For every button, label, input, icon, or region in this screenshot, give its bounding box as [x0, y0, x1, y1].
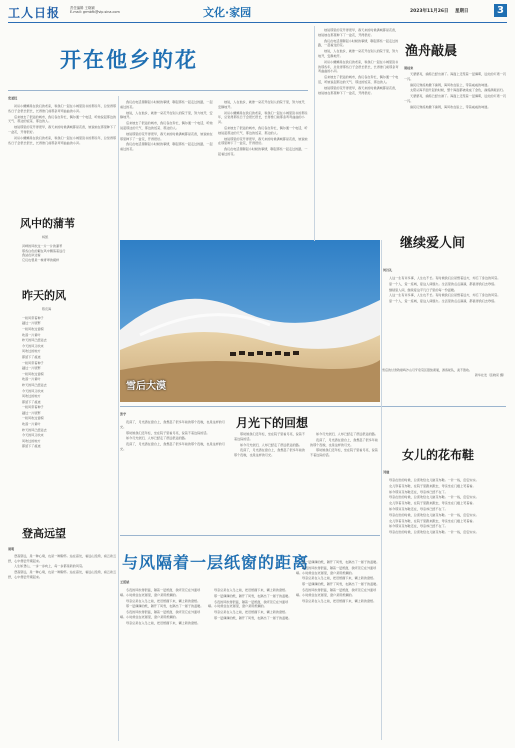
article-author: 周桂来: [404, 66, 414, 70]
article-body-col1: [120, 588, 204, 740]
poem-title: 风中的蒲苇: [20, 217, 75, 230]
paragraph: 我们在电话里聊起小时候的事情，聊起那些一起走过的路，一起看过的花。: [318, 38, 399, 48]
article-author: 张宇: [120, 412, 127, 416]
article-body-col1: [8, 104, 118, 212]
paragraph: 人生如登山，一步一步向上，每一步都是新的风景。: [14, 564, 86, 569]
column-divider: [381, 240, 382, 740]
poem-line: 风吹过的地方: [22, 394, 41, 399]
paragraph: 如今月光依旧，人却已经走了很远很远的路。: [126, 436, 188, 441]
poem-line: 一粒风带着种子: [22, 405, 44, 410]
poem-lines: [8, 316, 118, 450]
article-body-col2: [120, 100, 215, 240]
paragraph: 登高望远，是一种心境，也是一种胸怀。站在高处，看远山连绵，看云卷云舒，心中便会开阔起来。: [8, 553, 117, 563]
paragraph: 我们在电话里聊起小时候的事情，聊起那些一起走过的路，一起看过的花。: [218, 147, 308, 156]
article-title: 开在他乡的花: [60, 47, 198, 72]
paragraph: 母亲在世的时候，总喜欢给女儿做花布鞋。一针一线，密密实实。: [389, 530, 479, 535]
paragraph: 她说，人在他乡，就像一朵花开在别人的院子里，努力地开，安静地开。: [120, 110, 213, 120]
paragraph: 她说，人在他乡，就像一朵花开在别人的院子里，努力地开，安静地开。: [318, 49, 399, 58]
article-body-col3: [218, 100, 308, 240]
paragraph: 她说那里的花开得很早，春天来的时候满城都是花香，她说她在那里种下了一盆花，开得很好。: [318, 28, 399, 37]
poem-line: 风吹过的地方: [22, 438, 41, 443]
paragraph: 天蒙蒙亮，渔船已经出港了。海面上还笼着一层薄雾，远处的灯塔一闪一闪。: [404, 94, 506, 103]
article-body: [383, 276, 506, 364]
photo-title: 雪后大漠: [126, 381, 166, 392]
newspaper-logo: 工人日报: [8, 6, 61, 20]
paragraph: 后来她去了很远的城市，我们各自奔忙，偶尔通一个电话，听她说起那边的天气、那边的饭菜、那边的人。: [120, 121, 213, 130]
poem-line: 一粒风吹过窗棂: [22, 416, 44, 421]
poem-line: 我站在岸边看: [22, 253, 41, 258]
paragraph: 那时候我们还年轻，坐在院子里看月亮，说着不着边际的话。: [310, 448, 378, 458]
poem-line: 它们也曾是一株青翠的模样: [22, 258, 60, 263]
paragraph: 母亲总是在入冬之前，把旧纸撕下来，糊上新的窗纸。: [126, 620, 201, 625]
paragraph: 那时候我们还年轻，坐在院子里看月亮，说着不着边际的话。: [234, 432, 305, 441]
photo-credit: 新华社发（张晓亮 摄）: [475, 372, 506, 377]
paragraph: 那一层薄薄的纸，隔开了风雪，也隔出了一屋子的温暖。: [126, 604, 204, 609]
paragraph: 母亲总是在入冬之前，把旧纸撕下来，糊上新的窗纸。: [126, 598, 201, 603]
paragraph: 母亲总是在入冬之前，把旧纸撕下来，糊上新的窗纸。: [302, 598, 377, 603]
paragraph: 如今那双花布鞋还在，母亲却已经不在了。: [389, 524, 448, 529]
paragraph: 那一层薄薄的纸，隔开了风雪，也隔出了一屋子的温暖。: [214, 593, 292, 598]
paragraph: 母亲在世的时候，总喜欢给女儿做花布鞋。一针一线，密密实实。: [389, 478, 479, 482]
paragraph: 如今那双花布鞋还在，母亲却已经不在了。: [389, 506, 448, 511]
paragraph: 她说那里的花开得很早，春天来的时候满城都是花香，她说她在那里种下了一盆花，开得很好。: [318, 85, 399, 95]
poem-line: 今天的风又吹来: [22, 343, 44, 348]
article-title: 与风隔着一层纸窗的距离: [122, 553, 310, 572]
article-author: 王绍斌: [120, 580, 130, 584]
article-title: 月光下的回想: [236, 416, 309, 430]
essay-block-climb: [8, 525, 118, 600]
poem-line: 都留下了痕迹: [22, 444, 41, 449]
section-rule: [120, 535, 380, 536]
paragraph: 冬夜的风吹得很猛，隔着一层纸窗，我听见它在外面呼啸。小时候住在老屋里，窗户是用纸糊的。: [208, 599, 289, 609]
paragraph: 初识小螺蛳是在我们的老家，和我们一起在小城里读书的那些年，总觉得那些日子会很长很长，长得像门前那条弯弯曲曲的小河。: [218, 110, 308, 125]
poem-author: 杨凯: [42, 235, 49, 239]
paragraph: 她说，人在他乡，就像一朵花开在别人的院子里，努力地开，安静地开。: [218, 100, 308, 109]
paragraph: 如今那双花布鞋还在，母亲却已经不在了。: [389, 489, 448, 494]
paragraph: 母亲总是在入冬之前，把旧纸撕下来，糊上新的窗纸。: [214, 588, 289, 592]
poem-line: 都留下了痕迹: [22, 354, 41, 359]
paragraph: 母亲总是在入冬之前，把旧纸撕下来，糊上新的窗纸。: [302, 576, 377, 581]
paragraph: 人这一生有许多事，人生也不长。有时候我们总是想着远方，却忘了身边的风景。: [389, 276, 501, 280]
editor-line: 责任编辑 王晓颖: [70, 6, 95, 10]
paragraph: 女儿穿着花布鞋，在院子里跑来跑去，母亲坐在门槛上笑着看。: [389, 501, 476, 506]
article-body-col3: [296, 560, 380, 740]
article-title: 女儿的花布鞋: [402, 448, 475, 462]
poem-block-wind-reed: [8, 215, 118, 263]
paragraph: 母亲在世的时候，总喜欢给女儿做花布鞋。一针一线，密密实实。: [389, 512, 479, 517]
paragraph: 冬夜的风吹得很猛，隔着一层纸窗，我听见它在外面呼啸。小时候住在老屋里，窗户是用纸糊的。: [120, 588, 201, 597]
poem-line: 一粒风吹过窗棂: [22, 371, 44, 376]
article-author: 刘建: [383, 470, 390, 474]
article-body: [404, 72, 506, 202]
paragraph: 我们在电话里聊起小时候的事情，聊起那些一起走过的路，一起看过的花。: [120, 100, 213, 109]
article-body-col3: [310, 432, 380, 532]
section-rule: [120, 406, 506, 407]
poem-line: 一粒风带着种子: [22, 315, 44, 320]
paragraph: 初识小螺蛳是在我们的老家，和我们一起在小城里读书的那些年，总觉得那些日子会很长很长，长得像门前那条弯弯曲曲的小河。: [8, 104, 117, 113]
paragraph: 那一层薄薄的纸，隔开了风雪，也隔出了一屋子的温暖。: [302, 560, 380, 564]
article-author: 史亚红: [8, 96, 18, 100]
issue-date: 2023年11月26日: [410, 9, 449, 14]
poem-line: 越过一片原野: [22, 366, 41, 371]
paragraph: 夜深了，月光洒在窗台上，我想起了很多年前的那个夜晚，也是这样的月光。: [120, 420, 225, 429]
poem-line: 一粒风带着种子: [22, 360, 44, 365]
paragraph: 夜深了，月光洒在窗台上，我想起了很多年前的那个夜晚，也是这样的月光。: [120, 442, 225, 451]
paragraph: 那时候我们还年轻，坐在院子里看月亮，说着不着边际的话。: [126, 430, 210, 435]
paragraph: 继续爱人间，继续爱这平凡日子里的每一份温暖。: [389, 287, 458, 292]
paragraph: 那一层薄薄的纸，隔开了风雪，也隔出了一屋子的温暖。: [214, 615, 292, 620]
paragraph: 后来她去了很远的城市，我们各自奔忙，偶尔通一个电话，听她说起那边的天气、那边的饭菜、那边的人。: [218, 125, 308, 135]
paragraph: 太阳从海平面升起的时候，整个海面都被染成了金色，渔船满载而归。: [410, 88, 506, 93]
paragraph: 初识小螺蛳是在我们的老家，和我们一起在小城里读书的那些年，总觉得那些日子会很长很长，长得像门前那条弯弯曲曲的小河。: [318, 59, 399, 74]
email-line: E-mail: grmbfk@vip.sina.com: [70, 10, 120, 14]
paragraph: 母亲在世的时候，总喜欢给女儿做花布鞋。一针一线，密密实实。: [389, 495, 479, 500]
poem-line: 吹落一片黄叶: [22, 422, 41, 427]
poem-lines: [8, 244, 118, 263]
paragraph: 母亲总是在入冬之前，把旧纸撕下来，糊上新的窗纸。: [214, 610, 289, 615]
paragraph: 渔民们熟练地撒下渔网，海风吹在脸上，带着咸咸的味道。: [410, 104, 491, 109]
paragraph: 渔民们熟练地撒下渔网，海风吹在脸上，带着咸咸的味道。: [410, 82, 491, 87]
paragraph: 夜深了，月光洒在窗台上，我想起了很多年前的那个夜晚，也是这样的月光。: [234, 448, 305, 458]
paragraph: 冬夜的风吹得很猛，隔着一层纸窗，我听见它在外面呼啸。小时候住在老屋里，窗户是用纸糊的。: [120, 610, 201, 619]
poem-line: 吹落一片黄叶: [22, 332, 41, 337]
issue-weekday: 星期日: [455, 9, 469, 14]
essay-title: 登高远望: [22, 527, 66, 540]
paragraph: 爱一个人，爱一座城，爱这人间烟火。生活里的点点滴滴，都值得我们去珍惜。: [389, 281, 498, 286]
essay-author: 周明: [8, 547, 15, 551]
paragraph: 登高望远，是一种心境，也是一种胸怀。站在高处，看远山连绵，看云卷云舒，心中便会开阔起来。: [8, 570, 117, 579]
paragraph: 天蒙蒙亮，渔船已经出港了。海面上还笼着一层薄雾，远处的灯塔一闪一闪。: [404, 72, 506, 81]
paragraph: 后来她去了很远的城市，我们各自奔忙，偶尔通一个电话，听她说起那边的天气、那边的饭菜、那边的人。: [8, 114, 117, 124]
paragraph: 女儿穿着花布鞋，在院子里跑来跑去，母亲坐在门槛上笑着看。: [389, 518, 476, 523]
column-divider: [118, 96, 119, 741]
poem-line: 今天的风又吹来: [22, 433, 44, 438]
article-body-col1: [120, 420, 230, 532]
poem-line: 吹落一片黄叶: [22, 377, 41, 382]
paragraph: 后来她去了很远的城市，我们各自奔忙，偶尔通一个电话，听她说起那边的天气、那边的饭菜、那边的人。: [318, 75, 399, 84]
paragraph: 冬夜的风吹得很猛，隔着一层纸窗，我听见它在外面呼啸。小时候住在老屋里，窗户是用纸糊的。: [296, 565, 377, 575]
article-body: [383, 478, 506, 740]
header-rule: [8, 22, 507, 23]
poem-line: 风吹过的地方: [22, 349, 41, 354]
photo-caption-box: [382, 368, 506, 378]
poem-line: 越过一片原野: [22, 321, 41, 326]
paragraph: 她说那里的花开得很早，春天来的时候满城都是花香，她说她在那里种下了一盆花，开得很好。: [8, 125, 117, 134]
poem-line: 都留下了痕迹: [22, 399, 41, 404]
paragraph: 爱一个人，爱一座城，爱这人间烟火。生活里的点点滴滴，都值得我们去珍惜。: [389, 299, 498, 304]
paragraph: 女儿穿着花布鞋，在院子里跑来跑去，母亲坐在门槛上笑着看。: [389, 483, 476, 488]
poem-line: 越过一片原野: [22, 410, 41, 415]
article-body-col2: [234, 432, 306, 532]
article-body-col2: [208, 588, 292, 740]
paragraph: 冬夜的风吹得很猛，隔着一层纸窗，我听见它在外面呼啸。小时候住在老屋里，窗户是用纸糊的。: [296, 587, 377, 597]
poem-line: 河畔的风吹过一片一片的蒲苇: [22, 243, 63, 248]
poem-line: 昨天的风已经远去: [22, 338, 47, 343]
paragraph: 如今月光依旧，人却已经走了很远很远的路。: [240, 442, 302, 447]
poem-line: 那些白色的絮在风中飘荡着远行: [22, 248, 66, 253]
poem-line: 今天的风又吹来: [22, 388, 44, 393]
poem-title: 昨天的风: [22, 289, 66, 302]
section-name: 文化·家园: [203, 6, 252, 19]
poem-block-yesterday-wind: [8, 287, 118, 450]
photo-desert: [120, 240, 380, 402]
poem-author: 陈庆海: [42, 307, 52, 311]
poem-line: 昨天的风已经远去: [22, 382, 47, 387]
paragraph: 她说那里的花开得很早，春天来的时候满城都是花香，她说她在那里种下了一盆花，开得很好。: [120, 131, 213, 141]
paragraph: 夜深了，月光洒在窗台上，我想起了很多年前的那个夜晚，也是这样的月光。: [310, 437, 378, 447]
paragraph: 如今月光依旧，人却已经走了很远很远的路。: [316, 432, 378, 436]
article-title: 渔舟敲晨: [405, 44, 458, 59]
masthead: [8, 4, 507, 22]
essay-body: [8, 554, 118, 600]
article-author: 何汉礼: [383, 268, 393, 272]
paragraph: 我们在电话里聊起小时候的事情，聊起那些一起走过的路，一起看过的花。: [120, 142, 213, 152]
photo-caption: 雪后的甘肃敦煌鸣沙山月牙泉景区银装素裹，游客驼队，美不胜收。: [382, 368, 473, 372]
article-body-left: [318, 28, 400, 238]
paragraph: 初识小螺蛳是在我们的老家，和我们一起在小城里读书的那些年，总觉得那些日子会很长很长，长得像门前那条弯弯曲曲的小河。: [8, 135, 117, 145]
paragraph: 她说那里的花开得很早，春天来的时候满城都是花香，她说她在那里种下了一盆花，开得很好。: [218, 136, 308, 146]
poem-line: 一粒风吹过窗棂: [22, 326, 44, 331]
poem-line: 昨天的风已经远去: [22, 427, 47, 432]
page-number: 3: [494, 4, 507, 17]
paragraph: 人这一生有许多事，人生也不长。有时候我们总是想着远方，却忘了身边的风景。: [389, 293, 501, 298]
title-rule: [8, 90, 308, 91]
article-title: 继续爱人间: [400, 236, 466, 251]
paragraph: 那一层薄薄的纸，隔开了风雪，也隔出了一屋子的温暖。: [302, 582, 380, 587]
column-divider: [314, 26, 315, 241]
